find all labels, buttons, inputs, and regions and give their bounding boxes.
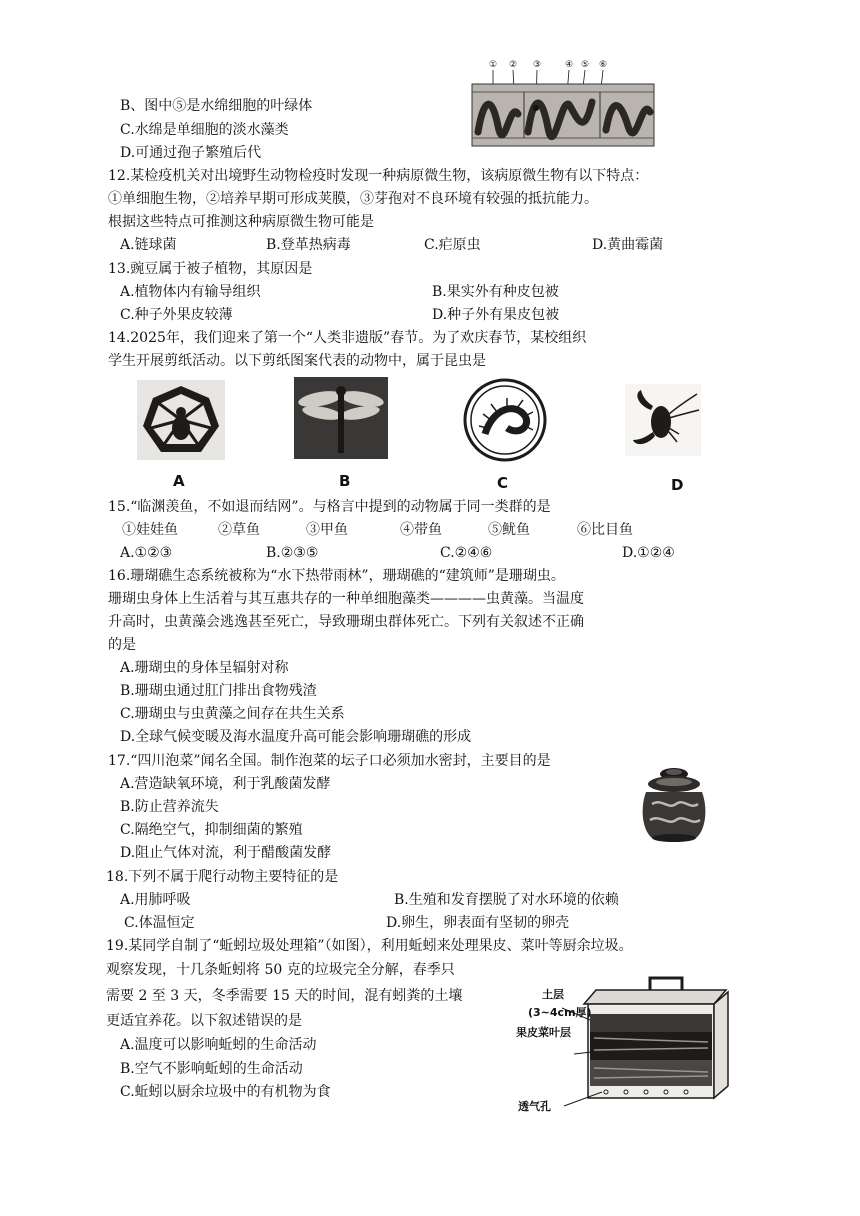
q12-stem-line-3: 根据这些特点可推测这种病原微生物可能是 xyxy=(108,214,374,230)
centipede-papercut-image xyxy=(463,378,547,462)
q16-stem-line-4: 的是 xyxy=(108,637,136,653)
q12-option-c: C.疟原虫 xyxy=(424,237,481,253)
q11-option-d: D.可通过孢子繁殖后代 xyxy=(120,145,262,161)
q14-stem-line-1: 14.2025年，我们迎来了第一个“人类非遗版”春节。为了欢庆春节，某校组织 xyxy=(108,330,587,346)
q12-option-b: B.登革热病毒 xyxy=(266,237,351,253)
q13-option-b: B.果实外有种皮包被 xyxy=(432,284,559,300)
q19-option-a: A.温度可以影响蚯蚓的生命活动 xyxy=(120,1037,317,1053)
earthworm-box-figure xyxy=(514,970,738,1116)
q14-stem-line-2: 学生开展剪纸活动。以下剪纸图案代表的动物中，属于昆虫是 xyxy=(108,353,486,369)
q13-stem: 13.豌豆属于被子植物，其原因是 xyxy=(108,261,313,277)
q15-item-5: ⑤鱿鱼 xyxy=(488,522,530,538)
fig-number-4: ④ xyxy=(564,60,574,70)
q16-option-c: C.珊瑚虫与虫黄藻之间存在共生关系 xyxy=(120,706,345,722)
q18-option-d: D.卵生，卵表面有坚韧的卵壳 xyxy=(386,915,570,931)
q13-option-d: D.种子外有果皮包被 xyxy=(432,307,560,323)
q16-option-b: B.珊瑚虫通过肛门排出食物残渣 xyxy=(120,683,317,699)
q19-stem-line-3: 需要 2 至 3 天，冬季需要 15 天的时间，混有蚓粪的土壤 xyxy=(106,988,463,1004)
q19-stem-line-1: 19.某同学自制了“蚯蚓垃圾处理箱”（如图），利用蚯蚓来处理果皮、菜叶等厨余垃圾。 xyxy=(106,938,633,954)
papercut-label-c: C xyxy=(497,474,509,492)
q11-option-c: C.水绵是单细胞的淡水藻类 xyxy=(120,122,289,138)
pickle-jar-image xyxy=(636,760,712,844)
dragonfly-papercut-image xyxy=(294,377,388,459)
fig-number-1: ① xyxy=(488,60,498,70)
q15-option-d: D.①②④ xyxy=(622,545,675,561)
fig-label-thickness: (3~4cm厚) xyxy=(528,1006,592,1019)
q15-item-3: ③甲鱼 xyxy=(306,522,348,538)
fig-label-peel-leaf-layer: 果皮菜叶层 xyxy=(516,1026,571,1039)
q18-option-a: A.用肺呼吸 xyxy=(120,892,191,908)
q17-option-c: C.隔绝空气，抑制细菌的繁殖 xyxy=(120,822,303,838)
q15-item-1: ①娃娃鱼 xyxy=(122,522,178,538)
fig-number-5: ⑤ xyxy=(580,60,590,70)
spirogyra-figure xyxy=(470,56,656,148)
fig-number-3: ③ xyxy=(532,60,542,70)
q15-option-b: B.②③⑤ xyxy=(266,545,319,561)
q17-option-d: D.阻止气体对流，利于醋酸菌发酵 xyxy=(120,845,332,861)
q13-option-c: C.种子外果皮较薄 xyxy=(120,307,233,323)
q16-option-a: A.珊瑚虫的身体呈辐射对称 xyxy=(120,660,289,676)
q17-option-b: B.防止营养流失 xyxy=(120,799,219,815)
q18-stem: 18.下列不属于爬行动物主要特征的是 xyxy=(106,869,339,885)
lobster-papercut-image xyxy=(625,384,701,456)
q16-stem-line-2: 珊瑚虫身体上生活着与其互惠共存的一种单细胞藻类————虫黄藻。当温度 xyxy=(108,591,584,607)
q16-stem-line-1: 16.珊瑚礁生态系统被称为“水下热带雨林”，珊瑚礁的“建筑师”是珊瑚虫。 xyxy=(108,568,565,584)
q19-stem-line-4: 更适宜养花。以下叙述错误的是 xyxy=(106,1013,302,1029)
q15-option-c: C.②④⑥ xyxy=(440,545,493,561)
spider-papercut-image xyxy=(137,380,225,460)
q12-option-a: A.链球菌 xyxy=(120,237,177,253)
q15-item-4: ④带鱼 xyxy=(400,522,442,538)
q15-stem: 15.“临渊羡鱼，不如退而结网”。与格言中提到的动物属于同一类群的是 xyxy=(108,499,551,515)
q17-option-a: A.营造缺氧环境，利于乳酸菌发酵 xyxy=(120,776,331,792)
fig-number-2: ② xyxy=(508,60,518,70)
q11-option-b: B、图中⑤是水绵细胞的叶绿体 xyxy=(120,98,313,114)
q12-option-d: D.黄曲霉菌 xyxy=(592,237,664,253)
q12-stem-line-2: ①单细胞生物，②培养早期可形成荚膜，③芽孢对不良环境有较强的抵抗能力。 xyxy=(108,191,598,207)
q13-option-a: A.植物体内有输导组织 xyxy=(120,284,261,300)
fig-number-6: ⑥ xyxy=(598,60,608,70)
q12-stem-line-1: 12.某检疫机关对出境野生动物检疫时发现一种病原微生物，该病原微生物有以下特点： xyxy=(108,168,649,184)
q19-stem-line-2: 观察发现，十几条蚯蚓将 50 克的垃圾完全分解，春季只 xyxy=(106,962,455,978)
q16-stem-line-3: 升高时，虫黄藻会逃逸甚至死亡，导致珊瑚虫群体死亡。下列有关叙述不正确 xyxy=(108,614,584,630)
q17-stem: 17.“四川泡菜”闻名全国。制作泡菜的坛子口必须加水密封，主要目的是 xyxy=(108,753,551,769)
q19-option-c: C.蚯蚓以厨余垃圾中的有机物为食 xyxy=(120,1084,331,1100)
fig-label-soil-layer: 土层 xyxy=(542,988,564,1001)
q18-option-c: C.体温恒定 xyxy=(124,915,195,931)
papercut-label-b: B xyxy=(339,472,351,490)
q15-item-6: ⑥比目鱼 xyxy=(577,522,633,538)
q15-option-a: A.①②③ xyxy=(120,545,173,561)
q19-option-b: B.空气不影响蚯蚓的生命活动 xyxy=(120,1061,303,1077)
papercut-label-d: D xyxy=(671,476,684,494)
papercut-label-a: A xyxy=(173,472,185,490)
fig-label-air-hole: 透气孔 xyxy=(518,1100,551,1113)
q15-item-2: ②草鱼 xyxy=(218,522,260,538)
q18-option-b: B.生殖和发育摆脱了对水环境的依赖 xyxy=(394,892,619,908)
q16-option-d: D.全球气候变暖及海水温度升高可能会影响珊瑚礁的形成 xyxy=(120,729,472,745)
